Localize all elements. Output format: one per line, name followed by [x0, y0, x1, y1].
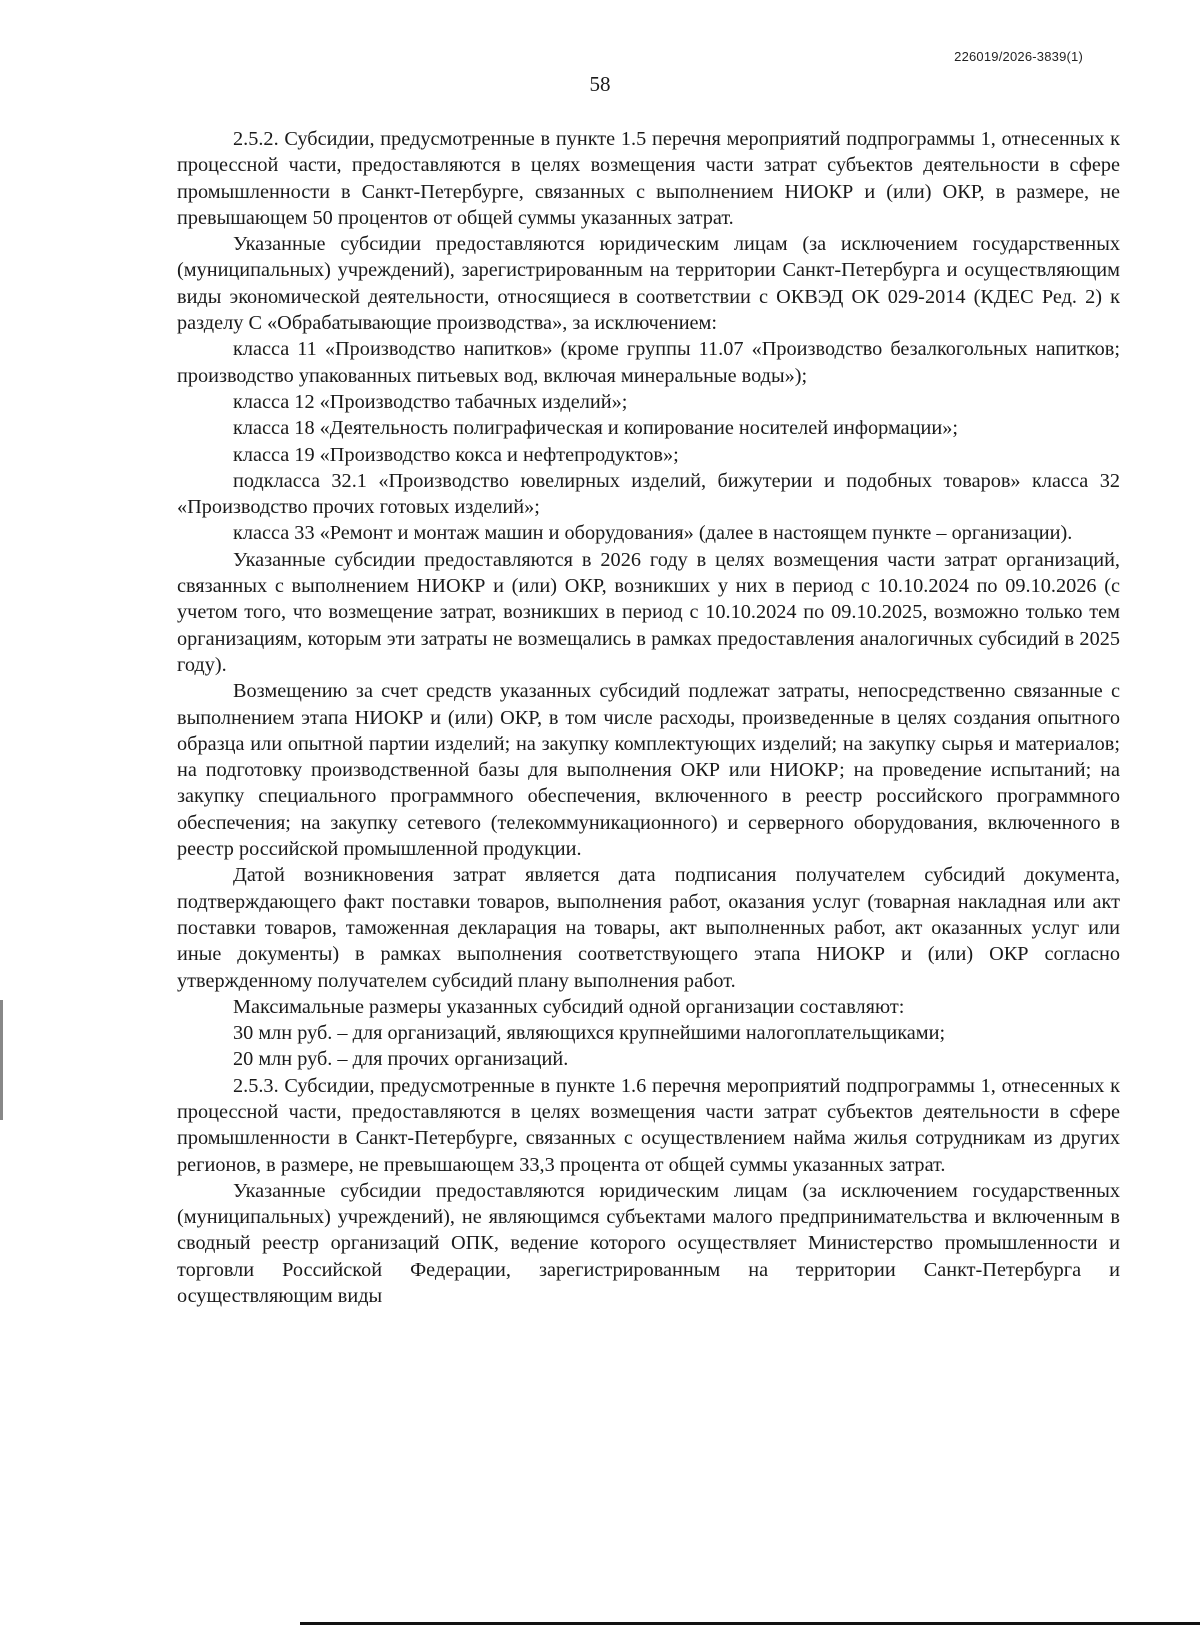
max-amount-largest-taxpayers: 30 млн руб. – для организаций, являющихся крупнейшими налогоплательщиками; — [233, 1022, 946, 1045]
exclusion-subclass-32-1: подкласса 32.1 «Производство ювелирных изделий, бижутерии и подобных товаров» класса 32 «Производство прочих готовых изделий»; — [177, 469, 1120, 519]
document-id: 226019/2026-3839(1) — [954, 49, 1083, 64]
paragraph-2-5-2: 2.5.2. Субсидии, предусмотренные в пункте 1.5 перечня мероприятий подпрограммы 1, отнесенных к процессной части, предоставляются в целях возмещения части затрат субъектов деятельности в сфере промышленности в Санкт-Петербурге, связанных с выполнением НИОКР и (или) ОКР, в размере, не превышающем 50 процентов от общей суммы указанных затрат. — [177, 128, 1120, 229]
scan-speck — [0, 1000, 3, 1120]
paragraph-2-5-3: 2.5.3. Субсидии, предусмотренные в пункте 1.6 перечня мероприятий подпрограммы 1, отнесенных к процессной части, предоставляются в целях возмещения части затрат субъектов деятельности в сфере промышленности в Санкт-Петербурге, связанных с осуществлением найма жилья сотрудникам из других регионов, в размере, не превышающем 33,3 процента от общей суммы указанных затрат. — [177, 1074, 1120, 1176]
exclusion-class-33: класса 33 «Ремонт и монтаж машин и оборудования» (далее в настоящем пункте – организации). — [233, 522, 1073, 545]
document-body — [177, 126, 1120, 1309]
exclusion-class-19: класса 19 «Производство кокса и нефтепродуктов»; — [233, 443, 679, 466]
paragraph-recipients: Указанные субсидии предоставляются юридическим лицам (за исключением государственных (муниципальных) учреждений), зарегистрированным на территории Санкт-Петербурга и осуществляющим виды экономической деятельности, относящиеся в соответствии с ОКВЭД ОК 029-2014 (КДЕС Ред. 2) к разделу С «Обрабатывающие производства», за исключением: — [177, 233, 1120, 335]
paragraph-recipients-2: Указанные субсидии предоставляются юридическим лицам (за исключением государственных (муниципальных) учреждений), не являющимся субъектами малого предпринимательства и включенным в сводный реестр организаций ОПК, ведение которого осуществляет Министерство промышленности и торговли Российской Федерации, зарегистрированным на территории Санкт-Петербурга и осуществляющим виды — [177, 1179, 1120, 1308]
page-number: 58 — [589, 72, 611, 96]
exclusion-class-18: класса 18 «Деятельность полиграфическая и копирование носителей информации»; — [233, 417, 959, 440]
paragraph-period: Указанные субсидии предоставляются в 2026 году в целях возмещения части затрат организаций, связанных с выполнением НИОКР и (или) ОКР, возникших у них в период с 10.10.2024 по 09.10.2026 (с учетом того, что возмещение затрат, возникших в период с 10.10.2024 по 09.10.2025, возможно только тем организациям, которым эти затраты не возмещались в рамках предоставления аналогичных субсидий в 2025 году). — [177, 548, 1120, 676]
max-amount-other: 20 млн руб. – для прочих организаций. — [233, 1048, 569, 1071]
paragraph-cost-date: Датой возникновения затрат является дата подписания получателем субсидий документа, подтверждающего факт поставки товаров, выполнения работ, оказания услуг (товарная накладная или акт поставки товаров, таможенная декларация на товары, акт выполненных работ, акт оказанных услуг или иные документы) в рамках выполнения соответствующего этапа НИОКР и (или) ОКР согласно утвержденному получателем субсидий плану выполнения работ. — [177, 864, 1120, 992]
scan-edge-line — [300, 1622, 1200, 1625]
exclusion-class-12: класса 12 «Производство табачных изделий»; — [233, 390, 628, 413]
exclusion-class-11: класса 11 «Производство напитков» (кроме группы 11.07 «Производство безалкогольных напитков; производство упакованных питьевых вод, включая минеральные воды»); — [177, 338, 1120, 387]
paragraph-eligible-costs: Возмещению за счет средств указанных субсидий подлежат затраты, непосредственно связанные с выполнением этапа НИОКР и (или) ОКР, в том числе расходы, произведенные в целях создания опытного образца или опытной партии изделий; на закупку комплектующих изделий; на закупку сырья и материалов; на подготовку производственной базы для выполнения ОКР или НИОКР; на проведение испытаний; на закупку специального программного обеспечения, включенного в реестр российского программного обеспечения; на закупку сетевого (телекоммуникационного) и серверного оборудования, включенного в реестр российской промышленной продукции. — [177, 680, 1120, 861]
paragraph-max-amounts: Максимальные размеры указанных субсидий одной организации составляют: — [233, 995, 905, 1018]
